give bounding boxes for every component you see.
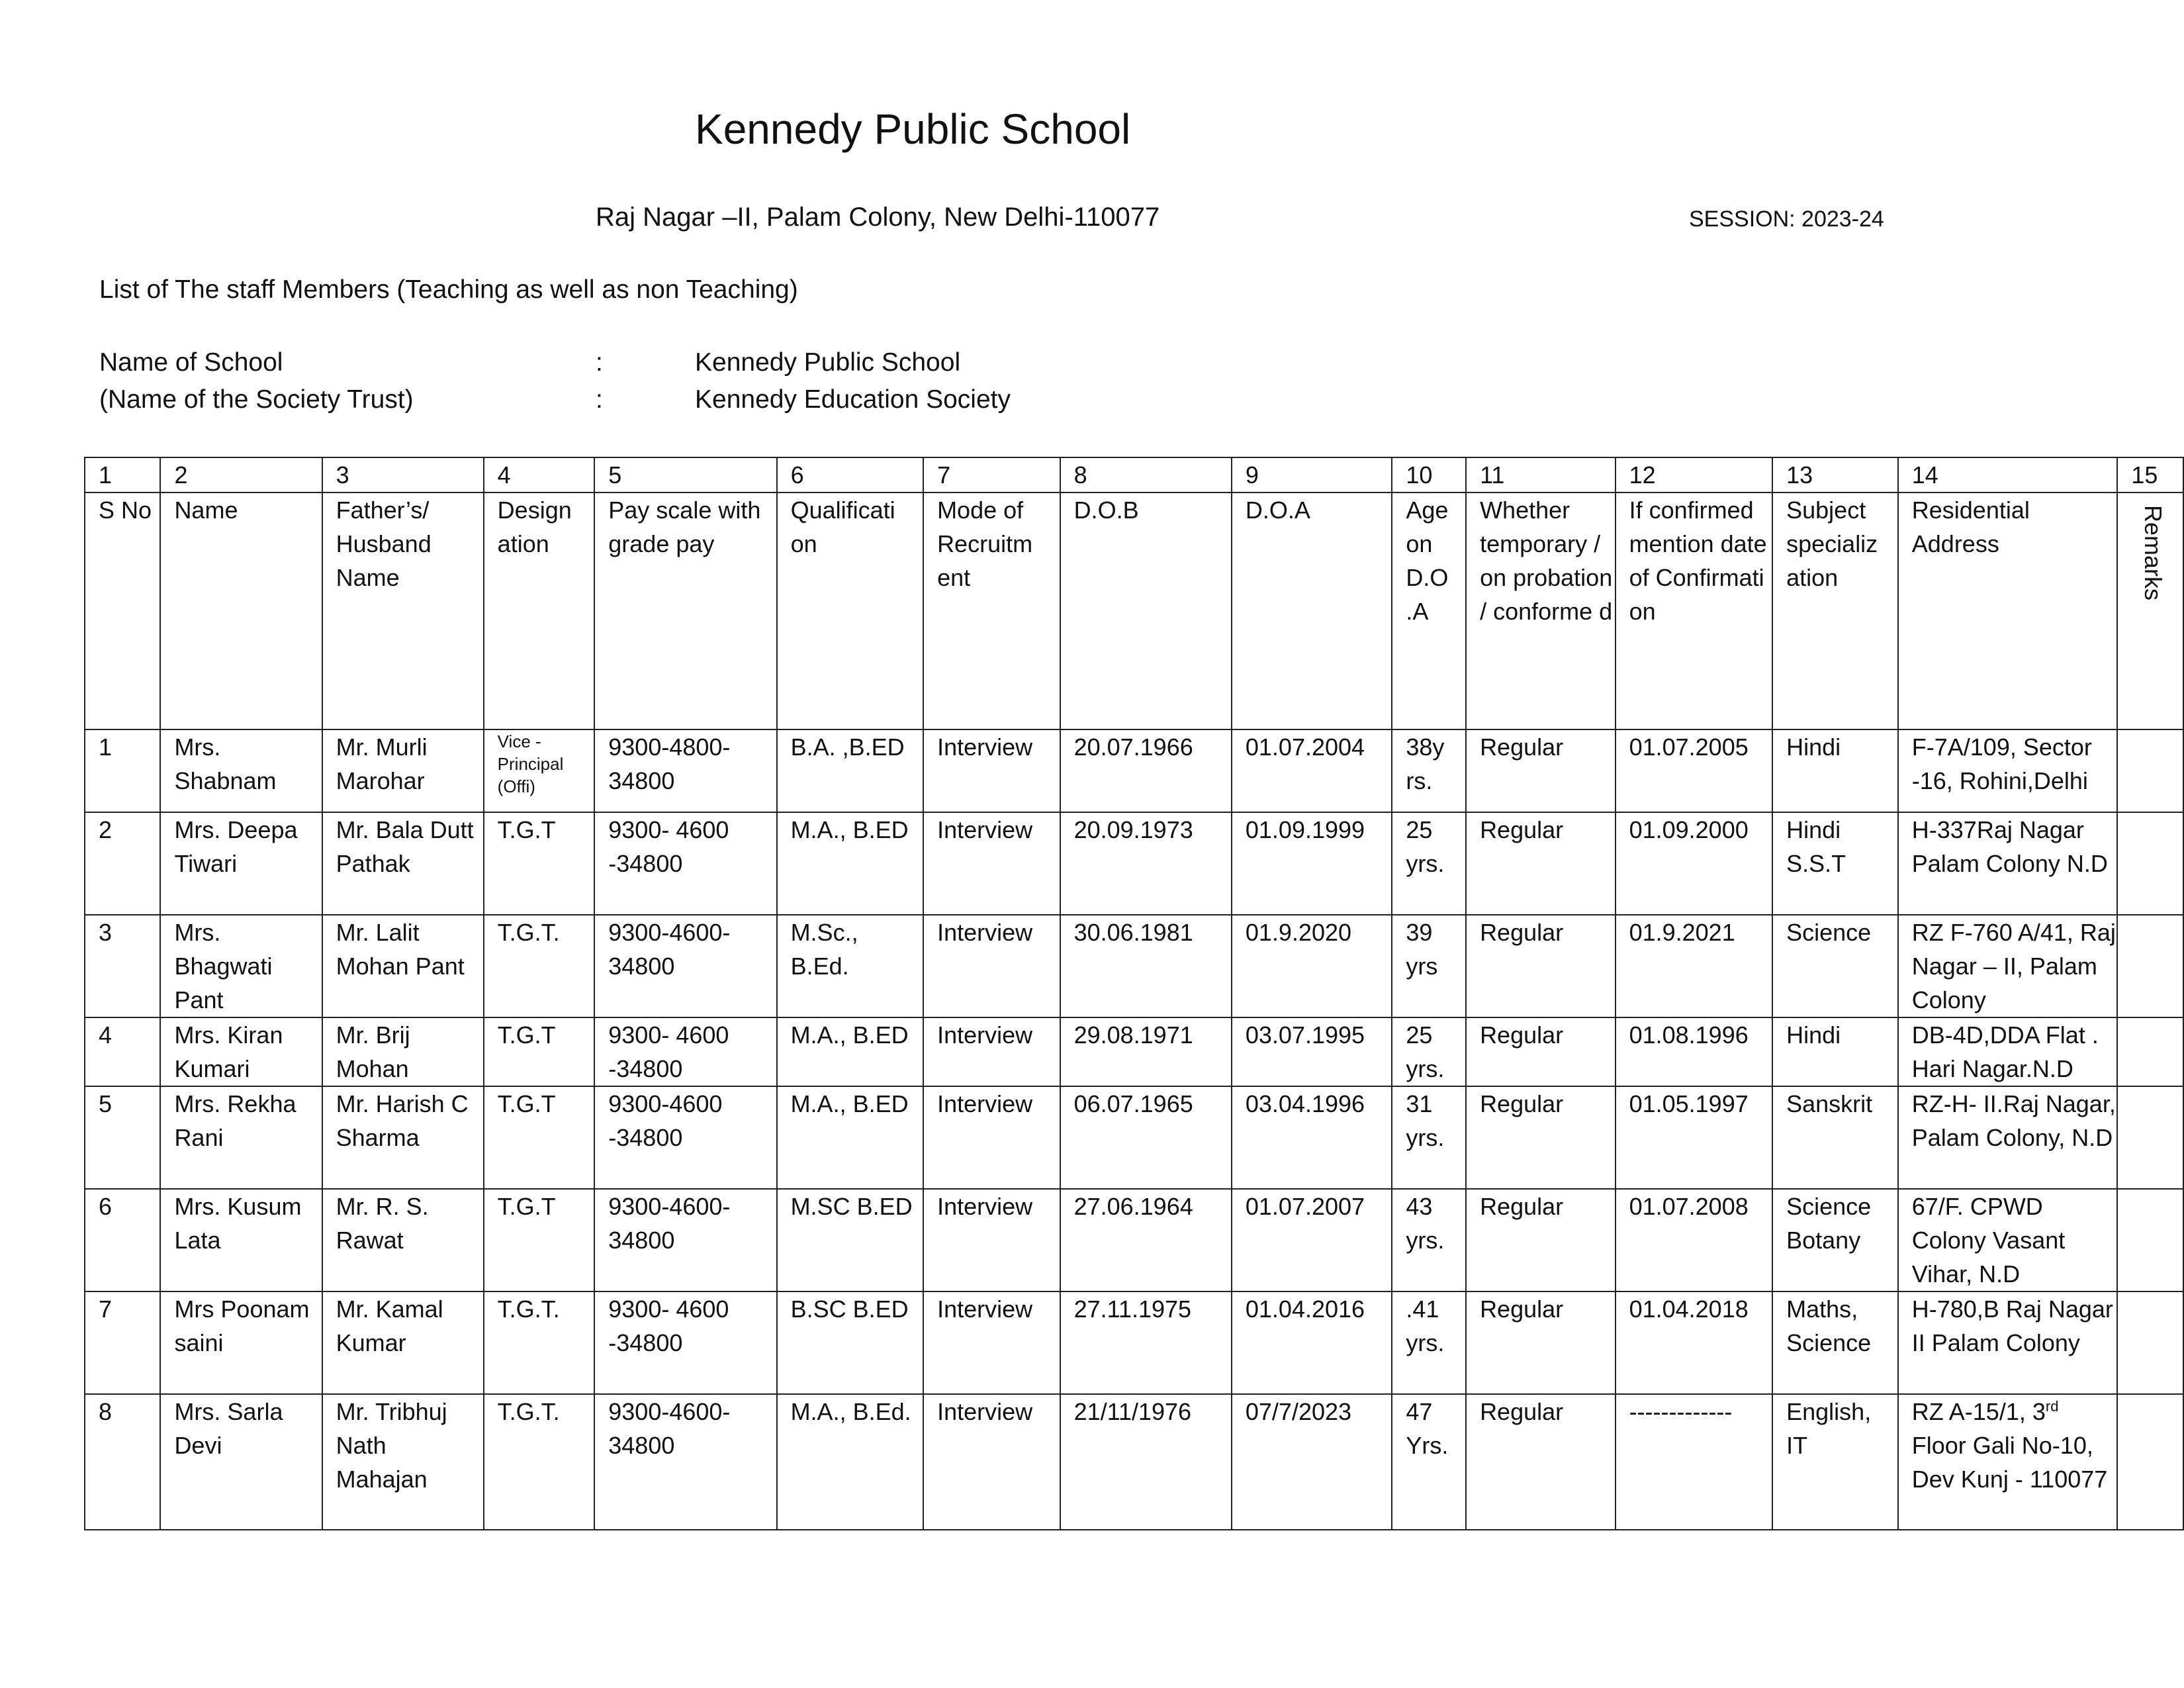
address-suffix: Floor Gali No-10, Dev Kunj - 110077 [1911,1432,2108,1493]
table-row [85,1291,2183,1394]
cell-doa: 07/7/2023 [1232,1394,1392,1530]
cell-name: Mrs. Bhagwati Pant [160,915,322,1017]
cell-doa: 01.04.2016 [1232,1291,1392,1394]
column-number: 12 [1615,457,1773,492]
cell-qualification: M.A., B.ED [777,1086,924,1189]
cell-subject: Hindi [1772,729,1898,812]
cell-qualification: M.SC B.ED [777,1189,924,1291]
header-row [85,492,2183,729]
cell-doa: 01.07.2007 [1232,1189,1392,1291]
info-value-school: Kennedy Public School [695,348,961,377]
column-number: 13 [1772,457,1898,492]
info-label-school: Name of School [99,348,283,377]
cell-father: Mr. Harish C Sharma [322,1086,484,1189]
cell-father: Mr. Brij Mohan [322,1017,484,1086]
cell-designation: T.G.T [484,1086,595,1189]
list-title: List of The staff Members (Teaching as well as non Teaching) [99,275,798,304]
info-label-society: (Name of the Society Trust) [99,385,414,414]
cell-pay: 9300- 4600 -34800 [594,1291,776,1394]
cell-mode: Interview [923,915,1060,1017]
cell-subject: Science Botany [1772,1189,1898,1291]
cell-name: Mrs. Deepa Tiwari [160,812,322,915]
cell-dob: 30.06.1981 [1060,915,1232,1017]
column-number: 9 [1232,457,1392,492]
column-number: 6 [777,457,924,492]
cell-doa: 03.07.1995 [1232,1017,1392,1086]
cell-confirm: ------------- [1615,1394,1773,1530]
cell-status: Regular [1466,729,1615,812]
cell-age: 38y rs. [1392,729,1466,812]
table-row [85,812,2183,915]
column-number: 8 [1060,457,1232,492]
cell-father: Mr. Lalit Mohan Pant [322,915,484,1017]
cell-status: Regular [1466,812,1615,915]
cell-confirm: 01.9.2021 [1615,915,1773,1017]
cell-qualification: B.A. ,B.ED [777,729,924,812]
column-number: 15 [2117,457,2183,492]
cell-sno: 5 [85,1086,160,1189]
cell-subject: Sanskrit [1772,1086,1898,1189]
cell-remarks [2117,812,2183,915]
header-designation: Design ation [484,492,595,729]
cell-address: RZ-H- II.Raj Nagar, Palam Colony, N.D [1898,1086,2118,1189]
header-address: Residential Address [1898,492,2118,729]
cell-pay: 9300-4600-34800 [594,1189,776,1291]
cell-name: Mrs. Shabnam [160,729,322,812]
cell-pay: 9300- 4600 -34800 [594,1017,776,1086]
cell-name: Mrs. Rekha Rani [160,1086,322,1189]
table-row [85,1189,2183,1291]
cell-remarks [2117,1189,2183,1291]
cell-pay: 9300-4600 -34800 [594,1086,776,1189]
cell-remarks [2117,729,2183,812]
cell-status: Regular [1466,1291,1615,1394]
cell-subject: English, IT [1772,1394,1898,1530]
cell-status: Regular [1466,1394,1615,1530]
cell-mode: Interview [923,1086,1060,1189]
cell-status: Regular [1466,915,1615,1017]
header-subject: Subject specializ ation [1772,492,1898,729]
cell-dob: 27.06.1964 [1060,1189,1232,1291]
cell-dob: 20.07.1966 [1060,729,1232,812]
cell-dob: 27.11.1975 [1060,1291,1232,1394]
cell-pay: 9300-4800-34800 [594,729,776,812]
cell-age: 43 yrs. [1392,1189,1466,1291]
cell-qualification: M.A., B.Ed. [777,1394,924,1530]
cell-name: Mrs. Kiran Kumari [160,1017,322,1086]
cell-age: 47 Yrs. [1392,1394,1466,1530]
header-father-husband: Father’s/ Husband Name [322,492,484,729]
cell-address: H-337Raj Nagar Palam Colony N.D [1898,812,2118,915]
header-qualification: Qualificati on [777,492,924,729]
cell-sno: 7 [85,1291,160,1394]
page-title: Kennedy Public School [695,105,1131,153]
header-confirmation-date: If confirmed mention date of Confirmati on [1615,492,1773,729]
cell-name: Mrs. Kusum Lata [160,1189,322,1291]
header-name: Name [160,492,322,729]
cell-remarks [2117,1291,2183,1394]
cell-confirm: 01.07.2008 [1615,1189,1773,1291]
cell-status: Regular [1466,1017,1615,1086]
cell-sno: 3 [85,915,160,1017]
cell-remarks [2117,1394,2183,1530]
cell-status: Regular [1466,1189,1615,1291]
cell-subject: Hindi S.S.T [1772,812,1898,915]
table-row [85,1086,2183,1189]
header-remarks-label: Remarks [2140,505,2167,601]
table-row [85,915,2183,1017]
cell-remarks [2117,1086,2183,1189]
cell-age: 25 yrs. [1392,812,1466,915]
column-number: 2 [160,457,322,492]
cell-name: Mrs. Sarla Devi [160,1394,322,1530]
cell-designation: T.G.T [484,812,595,915]
cell-name: Mrs Poonam saini [160,1291,322,1394]
cell-father: Mr. Tribhuj Nath Mahajan [322,1394,484,1530]
info-colon: : [596,385,603,414]
info-colon: : [596,348,603,377]
cell-pay: 9300- 4600 -34800 [594,812,776,915]
cell-age: 25 yrs. [1392,1017,1466,1086]
column-number: 5 [594,457,776,492]
cell-remarks [2117,1017,2183,1086]
column-number: 11 [1466,457,1615,492]
staff-table [84,457,2184,1530]
cell-designation: T.G.T [484,1017,595,1086]
cell-sno: 6 [85,1189,160,1291]
header-status: Whether temporary / on probation / conforme d [1466,492,1615,729]
header-dob: D.O.B [1060,492,1232,729]
column-number: 10 [1392,457,1466,492]
table-row [85,1017,2183,1086]
cell-dob: 06.07.1965 [1060,1086,1232,1189]
header-age: Age on D.O .A [1392,492,1466,729]
cell-qualification: M.Sc., B.Ed. [777,915,924,1017]
cell-pay: 9300-4600-34800 [594,915,776,1017]
cell-mode: Interview [923,1394,1060,1530]
header-mode-of-recruitment: Mode of Recruitm ent [923,492,1060,729]
cell-address: H-780,B Raj Nagar II Palam Colony [1898,1291,2118,1394]
cell-doa: 03.04.1996 [1232,1086,1392,1189]
cell-mode: Interview [923,1189,1060,1291]
cell-father: Mr. Kamal Kumar [322,1291,484,1394]
column-number: 1 [85,457,160,492]
cell-age: 39 yrs [1392,915,1466,1017]
column-number: 14 [1898,457,2118,492]
cell-mode: Interview [923,1017,1060,1086]
cell-confirm: 01.07.2005 [1615,729,1773,812]
cell-dob: 21/11/1976 [1060,1394,1232,1530]
cell-sno: 8 [85,1394,160,1530]
cell-father: Mr. R. S. Rawat [322,1189,484,1291]
cell-address: DB-4D,DDA Flat . Hari Nagar.N.D [1898,1017,2118,1086]
cell-subject: Science [1772,915,1898,1017]
header-remarks [2117,492,2183,729]
column-number: 3 [322,457,484,492]
cell-designation: T.G.T [484,1189,595,1291]
cell-father: Mr. Murli Marohar [322,729,484,812]
column-number: 7 [923,457,1060,492]
address-superscript: rd [2045,1398,2059,1415]
cell-pay: 9300-4600-34800 [594,1394,776,1530]
cell-sno: 1 [85,729,160,812]
cell-doa: 01.9.2020 [1232,915,1392,1017]
column-number: 4 [484,457,595,492]
cell-status: Regular [1466,1086,1615,1189]
cell-confirm: 01.09.2000 [1615,812,1773,915]
cell-address: 67/F. CPWD Colony Vasant Vihar, N.D [1898,1189,2118,1291]
cell-qualification: M.A., B.ED [777,812,924,915]
column-number-row [85,457,2183,492]
cell-subject: Hindi [1772,1017,1898,1086]
cell-dob: 20.09.1973 [1060,812,1232,915]
cell-sno: 4 [85,1017,160,1086]
cell-confirm: 01.05.1997 [1615,1086,1773,1189]
header-sno: S No [85,492,160,729]
cell-doa: 01.09.1999 [1232,812,1392,915]
cell-designation: T.G.T. [484,915,595,1017]
cell-address: RZ F-760 A/41, Raj Nagar – II, Palam Colony [1898,915,2118,1017]
cell-mode: Interview [923,1291,1060,1394]
cell-address [1898,1394,2118,1530]
cell-father: Mr. Bala Dutt Pathak [322,812,484,915]
cell-qualification: B.SC B.ED [777,1291,924,1394]
cell-age: 31 yrs. [1392,1086,1466,1189]
cell-doa: 01.07.2004 [1232,729,1392,812]
cell-confirm: 01.08.1996 [1615,1017,1773,1086]
cell-remarks [2117,915,2183,1017]
cell-subject: Maths, Science [1772,1291,1898,1394]
table-row [85,1394,2183,1530]
info-value-society: Kennedy Education Society [695,385,1011,414]
cell-age: .41 yrs. [1392,1291,1466,1394]
cell-designation: Vice - Principal (Offi) [484,729,595,812]
session-label: SESSION: 2023-24 [1689,207,1884,232]
cell-dob: 29.08.1971 [1060,1017,1232,1086]
cell-address: F-7A/109, Sector -16, Rohini,Delhi [1898,729,2118,812]
cell-designation: T.G.T. [484,1291,595,1394]
cell-mode: Interview [923,812,1060,915]
table-row [85,729,2183,812]
cell-mode: Interview [923,729,1060,812]
header-doa: D.O.A [1232,492,1392,729]
cell-sno: 2 [85,812,160,915]
school-address: Raj Nagar –II, Palam Colony, New Delhi-110077 [596,203,1160,232]
cell-designation: T.G.T. [484,1394,595,1530]
cell-confirm: 01.04.2018 [1615,1291,1773,1394]
address-prefix: RZ A-15/1, 3 [1911,1398,2046,1425]
header-pay-scale: Pay scale with grade pay [594,492,776,729]
cell-qualification: M.A., B.ED [777,1017,924,1086]
